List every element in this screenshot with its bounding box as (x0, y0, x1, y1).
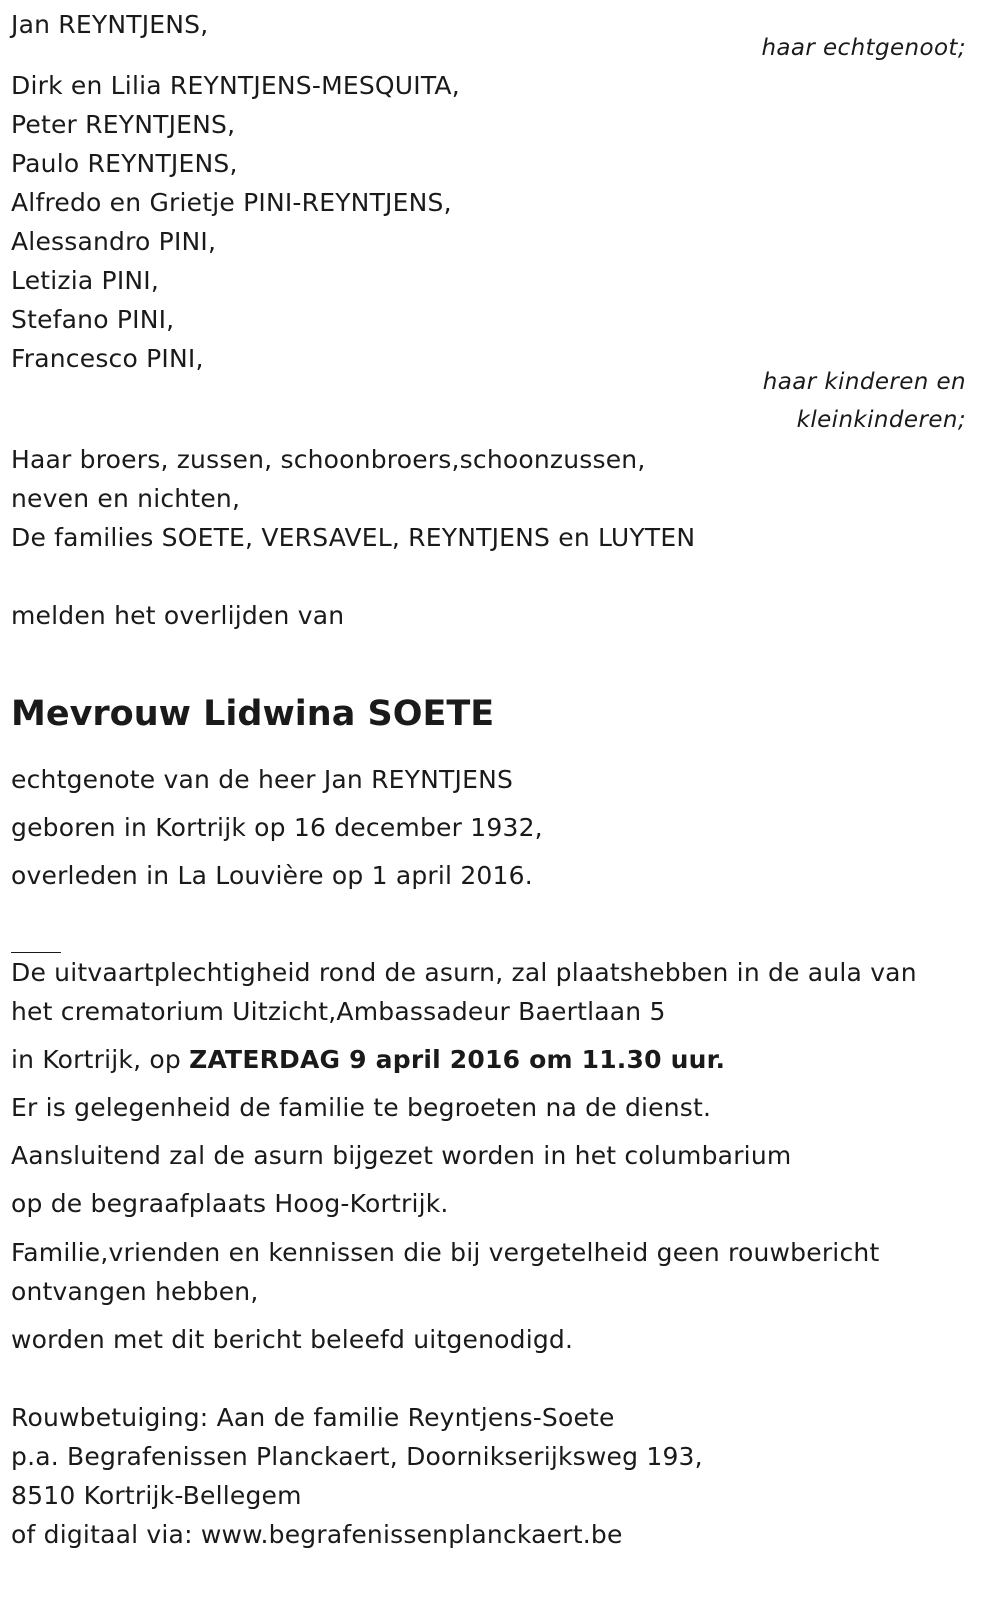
spouse-line: Jan REYNTJENS, (11, 10, 209, 39)
separator-rule (11, 952, 61, 953)
ceremony-line-9: worden met dit bericht beleefd uitgenodigd. (11, 1325, 574, 1354)
condolence-line-1: Rouwbetuiging: Aan de familie Reyntjens-Soete (11, 1403, 615, 1432)
ceremony-date-time: ZATERDAG 9 april 2016 om 11.30 uur. (189, 1045, 726, 1074)
child-line-6: Letizia PINI, (11, 266, 160, 295)
ceremony-line-1: De uitvaartplechtigheid rond de asurn, zal plaatshebben in de aula van (11, 958, 917, 987)
ceremony-line-6: op de begraafplaats Hoog-Kortrijk. (11, 1189, 449, 1218)
child-line-8: Francesco PINI, (11, 344, 204, 373)
children-relation-line-1: haar kinderen en (762, 369, 966, 395)
ceremony-line-7: Familie,vrienden en kennissen die bij vergetelheid geen rouwbericht (11, 1238, 880, 1267)
deceased-name: Mevrouw Lidwina SOETE (11, 694, 495, 734)
relatives-line-1: Haar broers, zussen, schoonbroers,schoonzussen, (11, 445, 646, 474)
ceremony-place: in Kortrijk, op (11, 1045, 190, 1074)
condolence-line-4: of digitaal via: www.begrafenissenplanckaert.be (11, 1520, 623, 1549)
child-line-5: Alessandro PINI, (11, 227, 217, 256)
child-line-4: Alfredo en Grietje PINI-REYNTJENS, (11, 188, 452, 217)
ceremony-line-4: Er is gelegenheid de familie te begroeten na de dienst. (11, 1093, 712, 1122)
detail-born: geboren in Kortrijk op 16 december 1932, (11, 813, 543, 842)
relatives-line-2: neven en nichten, (11, 484, 241, 513)
relatives-line-3: De families SOETE, VERSAVEL, REYNTJENS en LUYTEN (11, 523, 696, 552)
ceremony-line-3 (11, 1045, 725, 1075)
condolence-line-2: p.a. Begrafenissen Planckaert, Doornikserijksweg 193, (11, 1442, 703, 1471)
ceremony-line-8: ontvangen hebben, (11, 1277, 259, 1306)
ceremony-line-2: het crematorium Uitzicht,Ambassadeur Baertlaan 5 (11, 997, 666, 1026)
announcement-line: melden het overlijden van (11, 601, 345, 630)
ceremony-line-5: Aansluitend zal de asurn bijgezet worden in het columbarium (11, 1141, 792, 1170)
detail-died: overleden in La Louvière op 1 april 2016. (11, 861, 533, 890)
child-line-1: Dirk en Lilia REYNTJENS-MESQUITA, (11, 71, 460, 100)
detail-spouse: echtgenote van de heer Jan REYNTJENS (11, 765, 514, 794)
child-line-2: Peter REYNTJENS, (11, 110, 236, 139)
child-line-7: Stefano PINI, (11, 305, 175, 334)
condolence-line-3: 8510 Kortrijk-Bellegem (11, 1481, 302, 1510)
spouse-relation: haar echtgenoot; (761, 35, 966, 61)
children-relation-line-2: kleinkinderen; (796, 407, 966, 433)
child-line-3: Paulo REYNTJENS, (11, 149, 238, 178)
